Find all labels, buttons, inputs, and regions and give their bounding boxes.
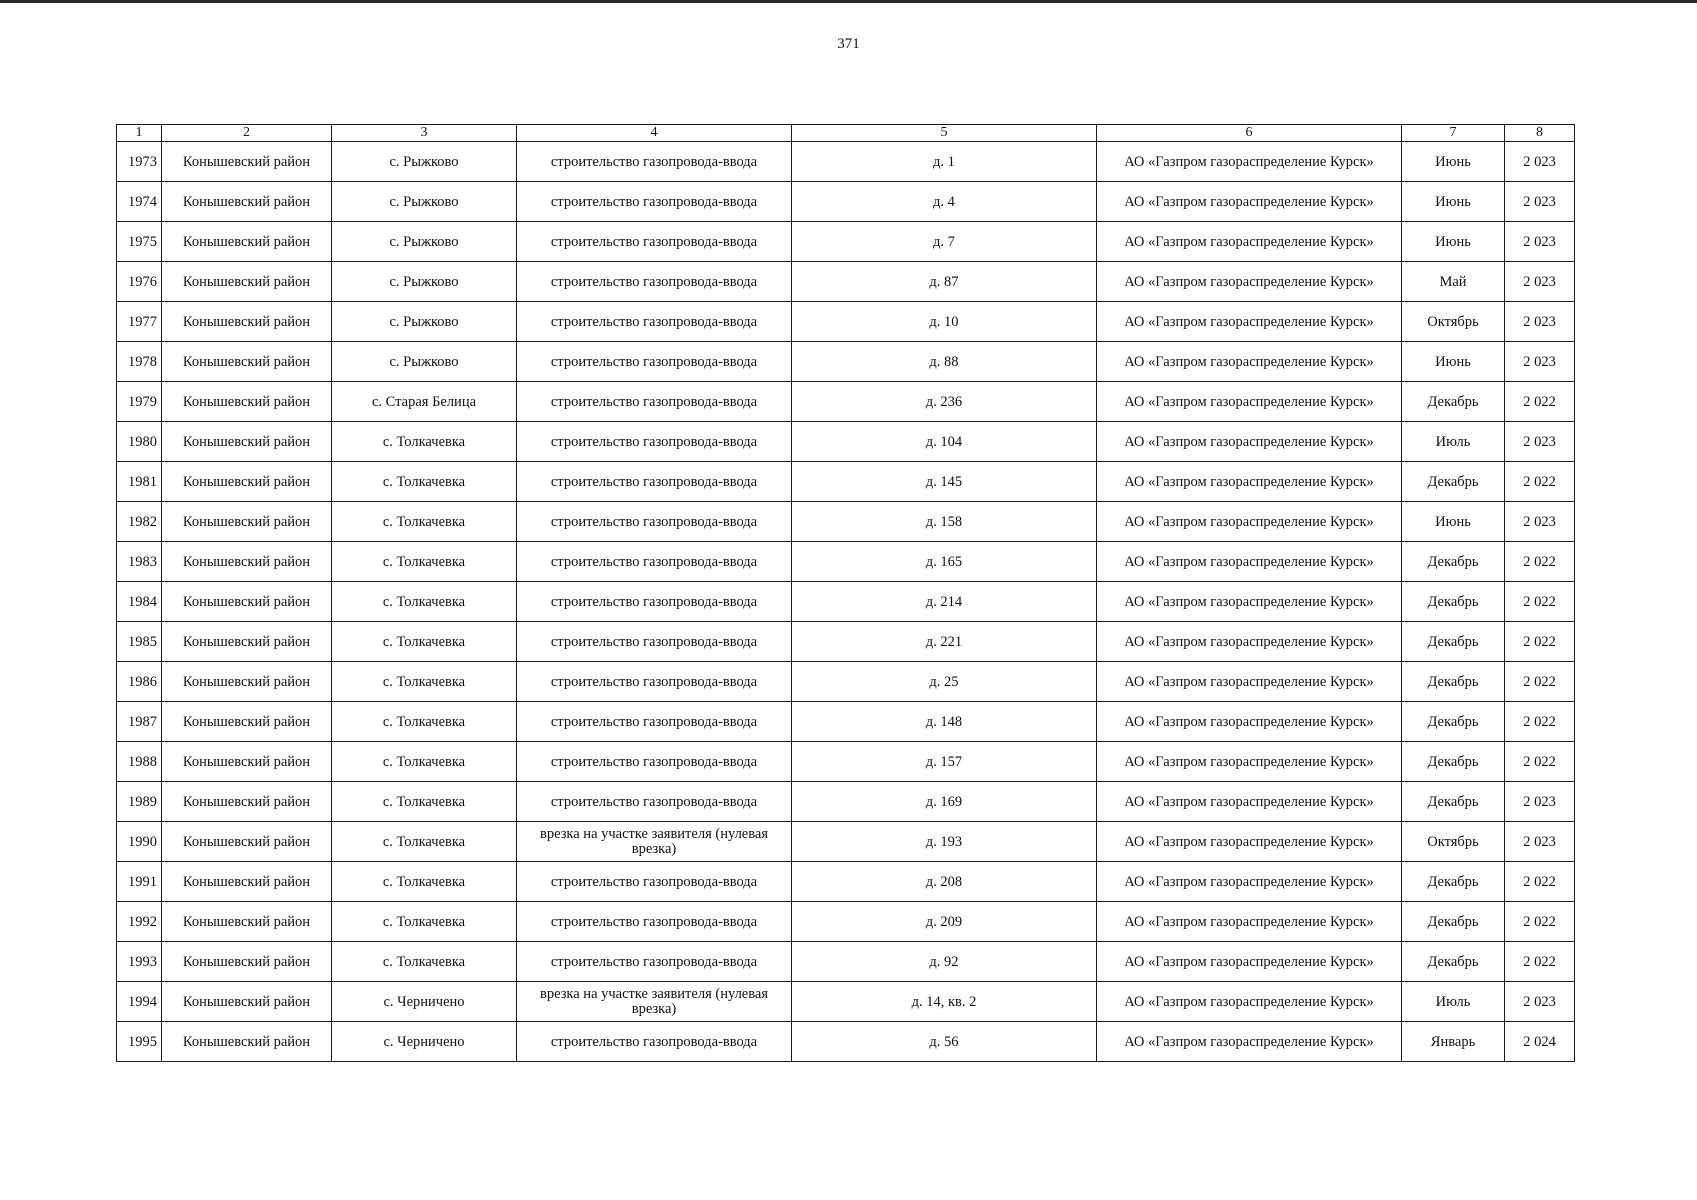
cell-month: Январь — [1402, 1022, 1505, 1062]
cell-organization: АО «Газпром газораспределение Курск» — [1097, 862, 1402, 902]
cell-organization: АО «Газпром газораспределение Курск» — [1097, 742, 1402, 782]
cell-address: д. 208 — [792, 862, 1097, 902]
cell-month: Июнь — [1402, 502, 1505, 542]
cell-address: д. 209 — [792, 902, 1097, 942]
table-row — [117, 542, 1575, 582]
cell-row-number: 1974 — [117, 182, 162, 222]
cell-district: Конышевский район — [162, 502, 332, 542]
column-header-3: 3 — [332, 125, 517, 142]
cell-row-number: 1987 — [117, 702, 162, 742]
cell-settlement: с. Толкачевка — [332, 542, 517, 582]
cell-district: Конышевский район — [162, 982, 332, 1022]
cell-settlement: с. Старая Белица — [332, 382, 517, 422]
table-row — [117, 502, 1575, 542]
cell-organization: АО «Газпром газораспределение Курск» — [1097, 302, 1402, 342]
cell-month: Октябрь — [1402, 822, 1505, 862]
cell-year: 2 022 — [1505, 382, 1575, 422]
cell-address: д. 221 — [792, 622, 1097, 662]
table-row — [117, 382, 1575, 422]
cell-district: Конышевский район — [162, 262, 332, 302]
cell-year: 2 022 — [1505, 862, 1575, 902]
cell-year: 2 023 — [1505, 342, 1575, 382]
cell-settlement: с. Черничено — [332, 982, 517, 1022]
cell-organization: АО «Газпром газораспределение Курск» — [1097, 142, 1402, 182]
cell-district: Конышевский район — [162, 342, 332, 382]
cell-address: д. 1 — [792, 142, 1097, 182]
cell-work-type: строительство газопровода-ввода — [517, 942, 792, 982]
cell-settlement: с. Толкачевка — [332, 902, 517, 942]
cell-row-number: 1979 — [117, 382, 162, 422]
cell-settlement: с. Толкачевка — [332, 942, 517, 982]
column-header-2: 2 — [162, 125, 332, 142]
cell-settlement: с. Рыжково — [332, 222, 517, 262]
cell-organization: АО «Газпром газораспределение Курск» — [1097, 582, 1402, 622]
cell-year: 2 022 — [1505, 462, 1575, 502]
cell-settlement: с. Черничено — [332, 1022, 517, 1062]
cell-organization: АО «Газпром газораспределение Курск» — [1097, 942, 1402, 982]
cell-work-type: строительство газопровода-ввода — [517, 662, 792, 702]
cell-organization: АО «Газпром газораспределение Курск» — [1097, 462, 1402, 502]
column-header-5: 5 — [792, 125, 1097, 142]
cell-row-number: 1988 — [117, 742, 162, 782]
cell-settlement: с. Толкачевка — [332, 702, 517, 742]
cell-month: Декабрь — [1402, 382, 1505, 422]
cell-address: д. 7 — [792, 222, 1097, 262]
cell-address: д. 87 — [792, 262, 1097, 302]
cell-organization: АО «Газпром газораспределение Курск» — [1097, 1022, 1402, 1062]
table-row — [117, 942, 1575, 982]
cell-work-type: строительство газопровода-ввода — [517, 902, 792, 942]
cell-district: Конышевский район — [162, 582, 332, 622]
cell-month: Декабрь — [1402, 702, 1505, 742]
cell-address: д. 14, кв. 2 — [792, 982, 1097, 1022]
cell-work-type: строительство газопровода-ввода — [517, 782, 792, 822]
cell-month: Декабрь — [1402, 462, 1505, 502]
cell-month: Декабрь — [1402, 782, 1505, 822]
cell-district: Конышевский район — [162, 862, 332, 902]
cell-settlement: с. Рыжково — [332, 302, 517, 342]
cell-row-number: 1985 — [117, 622, 162, 662]
cell-year: 2 022 — [1505, 582, 1575, 622]
cell-settlement: с. Толкачевка — [332, 462, 517, 502]
cell-organization: АО «Газпром газораспределение Курск» — [1097, 382, 1402, 422]
cell-month: Декабрь — [1402, 742, 1505, 782]
cell-work-type: строительство газопровода-ввода — [517, 542, 792, 582]
column-header-1: 1 — [117, 125, 162, 142]
cell-district: Конышевский район — [162, 1022, 332, 1062]
table-row — [117, 782, 1575, 822]
table-row — [117, 182, 1575, 222]
cell-month: Декабрь — [1402, 902, 1505, 942]
cell-district: Конышевский район — [162, 422, 332, 462]
cell-year: 2 022 — [1505, 702, 1575, 742]
cell-year: 2 023 — [1505, 222, 1575, 262]
cell-month: Декабрь — [1402, 662, 1505, 702]
table-row — [117, 862, 1575, 902]
cell-work-type: строительство газопровода-ввода — [517, 862, 792, 902]
cell-organization: АО «Газпром газораспределение Курск» — [1097, 342, 1402, 382]
cell-address: д. 4 — [792, 182, 1097, 222]
cell-row-number: 1978 — [117, 342, 162, 382]
cell-settlement: с. Рыжково — [332, 182, 517, 222]
cell-work-type: строительство газопровода-ввода — [517, 302, 792, 342]
cell-month: Июнь — [1402, 182, 1505, 222]
cell-row-number: 1993 — [117, 942, 162, 982]
column-header-7: 7 — [1402, 125, 1505, 142]
column-header-8: 8 — [1505, 125, 1575, 142]
cell-district: Конышевский район — [162, 662, 332, 702]
cell-organization: АО «Газпром газораспределение Курск» — [1097, 822, 1402, 862]
cell-work-type: врезка на участке заявителя (нулевая врезка) — [517, 982, 792, 1022]
cell-month: Декабрь — [1402, 622, 1505, 662]
cell-settlement: с. Толкачевка — [332, 782, 517, 822]
cell-work-type: строительство газопровода-ввода — [517, 182, 792, 222]
cell-settlement: с. Рыжково — [332, 342, 517, 382]
cell-address: д. 236 — [792, 382, 1097, 422]
cell-year: 2 023 — [1505, 782, 1575, 822]
cell-row-number: 1990 — [117, 822, 162, 862]
cell-organization: АО «Газпром газораспределение Курск» — [1097, 542, 1402, 582]
table-row — [117, 822, 1575, 862]
page-number: 371 — [837, 36, 860, 52]
cell-month: Июнь — [1402, 142, 1505, 182]
cell-year: 2 023 — [1505, 262, 1575, 302]
column-header-6: 6 — [1097, 125, 1402, 142]
cell-district: Конышевский район — [162, 182, 332, 222]
cell-address: д. 193 — [792, 822, 1097, 862]
table-row — [117, 662, 1575, 702]
cell-work-type: строительство газопровода-ввода — [517, 742, 792, 782]
cell-organization: АО «Газпром газораспределение Курск» — [1097, 182, 1402, 222]
table-row — [117, 142, 1575, 182]
table-row — [117, 902, 1575, 942]
cell-settlement: с. Толкачевка — [332, 622, 517, 662]
cell-district: Конышевский район — [162, 702, 332, 742]
table-row — [117, 742, 1575, 782]
cell-organization: АО «Газпром газораспределение Курск» — [1097, 982, 1402, 1022]
cell-district: Конышевский район — [162, 822, 332, 862]
cell-organization: АО «Газпром газораспределение Курск» — [1097, 222, 1402, 262]
cell-year: 2 023 — [1505, 502, 1575, 542]
cell-organization: АО «Газпром газораспределение Курск» — [1097, 702, 1402, 742]
table-row — [117, 222, 1575, 262]
cell-address: д. 158 — [792, 502, 1097, 542]
cell-settlement: с. Рыжково — [332, 262, 517, 302]
cell-month: Июль — [1402, 982, 1505, 1022]
cell-district: Конышевский район — [162, 542, 332, 582]
table-row — [117, 342, 1575, 382]
cell-year: 2 022 — [1505, 942, 1575, 982]
cell-organization: АО «Газпром газораспределение Курск» — [1097, 502, 1402, 542]
table-body — [117, 142, 1575, 1062]
cell-row-number: 1989 — [117, 782, 162, 822]
cell-address: д. 92 — [792, 942, 1097, 982]
table-row — [117, 702, 1575, 742]
cell-year: 2 023 — [1505, 422, 1575, 462]
cell-settlement: с. Толкачевка — [332, 862, 517, 902]
cell-year: 2 022 — [1505, 622, 1575, 662]
cell-year: 2 023 — [1505, 302, 1575, 342]
cell-settlement: с. Толкачевка — [332, 742, 517, 782]
cell-settlement: с. Толкачевка — [332, 582, 517, 622]
cell-settlement: с. Толкачевка — [332, 822, 517, 862]
cell-address: д. 165 — [792, 542, 1097, 582]
cell-work-type: строительство газопровода-ввода — [517, 462, 792, 502]
cell-row-number: 1973 — [117, 142, 162, 182]
cell-month: Декабрь — [1402, 942, 1505, 982]
cell-month: Май — [1402, 262, 1505, 302]
cell-month: Октябрь — [1402, 302, 1505, 342]
cell-organization: АО «Газпром газораспределение Курск» — [1097, 262, 1402, 302]
table-row — [117, 622, 1575, 662]
cell-row-number: 1977 — [117, 302, 162, 342]
cell-row-number: 1980 — [117, 422, 162, 462]
cell-address: д. 104 — [792, 422, 1097, 462]
table-row — [117, 262, 1575, 302]
cell-address: д. 169 — [792, 782, 1097, 822]
cell-district: Конышевский район — [162, 142, 332, 182]
cell-work-type: строительство газопровода-ввода — [517, 222, 792, 262]
cell-work-type: строительство газопровода-ввода — [517, 702, 792, 742]
cell-month: Июнь — [1402, 342, 1505, 382]
cell-district: Конышевский район — [162, 302, 332, 342]
cell-year: 2 022 — [1505, 902, 1575, 942]
table-row — [117, 462, 1575, 502]
cell-organization: АО «Газпром газораспределение Курск» — [1097, 782, 1402, 822]
cell-row-number: 1991 — [117, 862, 162, 902]
cell-row-number: 1995 — [117, 1022, 162, 1062]
cell-district: Конышевский район — [162, 222, 332, 262]
cell-work-type: врезка на участке заявителя (нулевая врезка) — [517, 822, 792, 862]
cell-organization: АО «Газпром газораспределение Курск» — [1097, 622, 1402, 662]
cell-work-type: строительство газопровода-ввода — [517, 142, 792, 182]
cell-organization: АО «Газпром газораспределение Курск» — [1097, 902, 1402, 942]
header-row — [117, 125, 1575, 142]
table-row — [117, 982, 1575, 1022]
cell-address: д. 157 — [792, 742, 1097, 782]
cell-district: Конышевский район — [162, 942, 332, 982]
cell-settlement: с. Рыжково — [332, 142, 517, 182]
cell-work-type: строительство газопровода-ввода — [517, 502, 792, 542]
cell-row-number: 1984 — [117, 582, 162, 622]
cell-row-number: 1983 — [117, 542, 162, 582]
cell-row-number: 1982 — [117, 502, 162, 542]
cell-month: Июль — [1402, 422, 1505, 462]
cell-row-number: 1981 — [117, 462, 162, 502]
cell-settlement: с. Толкачевка — [332, 422, 517, 462]
cell-year: 2 022 — [1505, 542, 1575, 582]
cell-row-number: 1975 — [117, 222, 162, 262]
cell-work-type: строительство газопровода-ввода — [517, 342, 792, 382]
table-row — [117, 582, 1575, 622]
cell-settlement: с. Толкачевка — [332, 502, 517, 542]
cell-row-number: 1986 — [117, 662, 162, 702]
cell-month: Декабрь — [1402, 582, 1505, 622]
cell-work-type: строительство газопровода-ввода — [517, 422, 792, 462]
cell-district: Конышевский район — [162, 782, 332, 822]
cell-month: Июнь — [1402, 222, 1505, 262]
cell-address: д. 214 — [792, 582, 1097, 622]
cell-work-type: строительство газопровода-ввода — [517, 262, 792, 302]
cell-year: 2 023 — [1505, 142, 1575, 182]
column-header-4: 4 — [517, 125, 792, 142]
cell-year: 2 024 — [1505, 1022, 1575, 1062]
cell-district: Конышевский район — [162, 742, 332, 782]
table-row — [117, 422, 1575, 462]
cell-address: д. 56 — [792, 1022, 1097, 1062]
cell-organization: АО «Газпром газораспределение Курск» — [1097, 422, 1402, 462]
table-row — [117, 302, 1575, 342]
cell-row-number: 1992 — [117, 902, 162, 942]
registry-table — [116, 124, 1575, 1062]
cell-year: 2 022 — [1505, 662, 1575, 702]
cell-year: 2 023 — [1505, 822, 1575, 862]
cell-work-type: строительство газопровода-ввода — [517, 382, 792, 422]
cell-address: д. 88 — [792, 342, 1097, 382]
cell-address: д. 148 — [792, 702, 1097, 742]
cell-address: д. 10 — [792, 302, 1097, 342]
cell-row-number: 1976 — [117, 262, 162, 302]
top-border-line — [0, 0, 1697, 3]
cell-year: 2 023 — [1505, 982, 1575, 1022]
cell-address: д. 25 — [792, 662, 1097, 702]
cell-district: Конышевский район — [162, 622, 332, 662]
cell-address: д. 145 — [792, 462, 1097, 502]
cell-month: Декабрь — [1402, 862, 1505, 902]
cell-district: Конышевский район — [162, 902, 332, 942]
cell-organization: АО «Газпром газораспределение Курск» — [1097, 662, 1402, 702]
cell-district: Конышевский район — [162, 462, 332, 502]
cell-work-type: строительство газопровода-ввода — [517, 622, 792, 662]
cell-year: 2 022 — [1505, 742, 1575, 782]
cell-year: 2 023 — [1505, 182, 1575, 222]
cell-row-number: 1994 — [117, 982, 162, 1022]
table-row — [117, 1022, 1575, 1062]
cell-work-type: строительство газопровода-ввода — [517, 1022, 792, 1062]
cell-month: Декабрь — [1402, 542, 1505, 582]
cell-district: Конышевский район — [162, 382, 332, 422]
cell-work-type: строительство газопровода-ввода — [517, 582, 792, 622]
cell-settlement: с. Толкачевка — [332, 662, 517, 702]
